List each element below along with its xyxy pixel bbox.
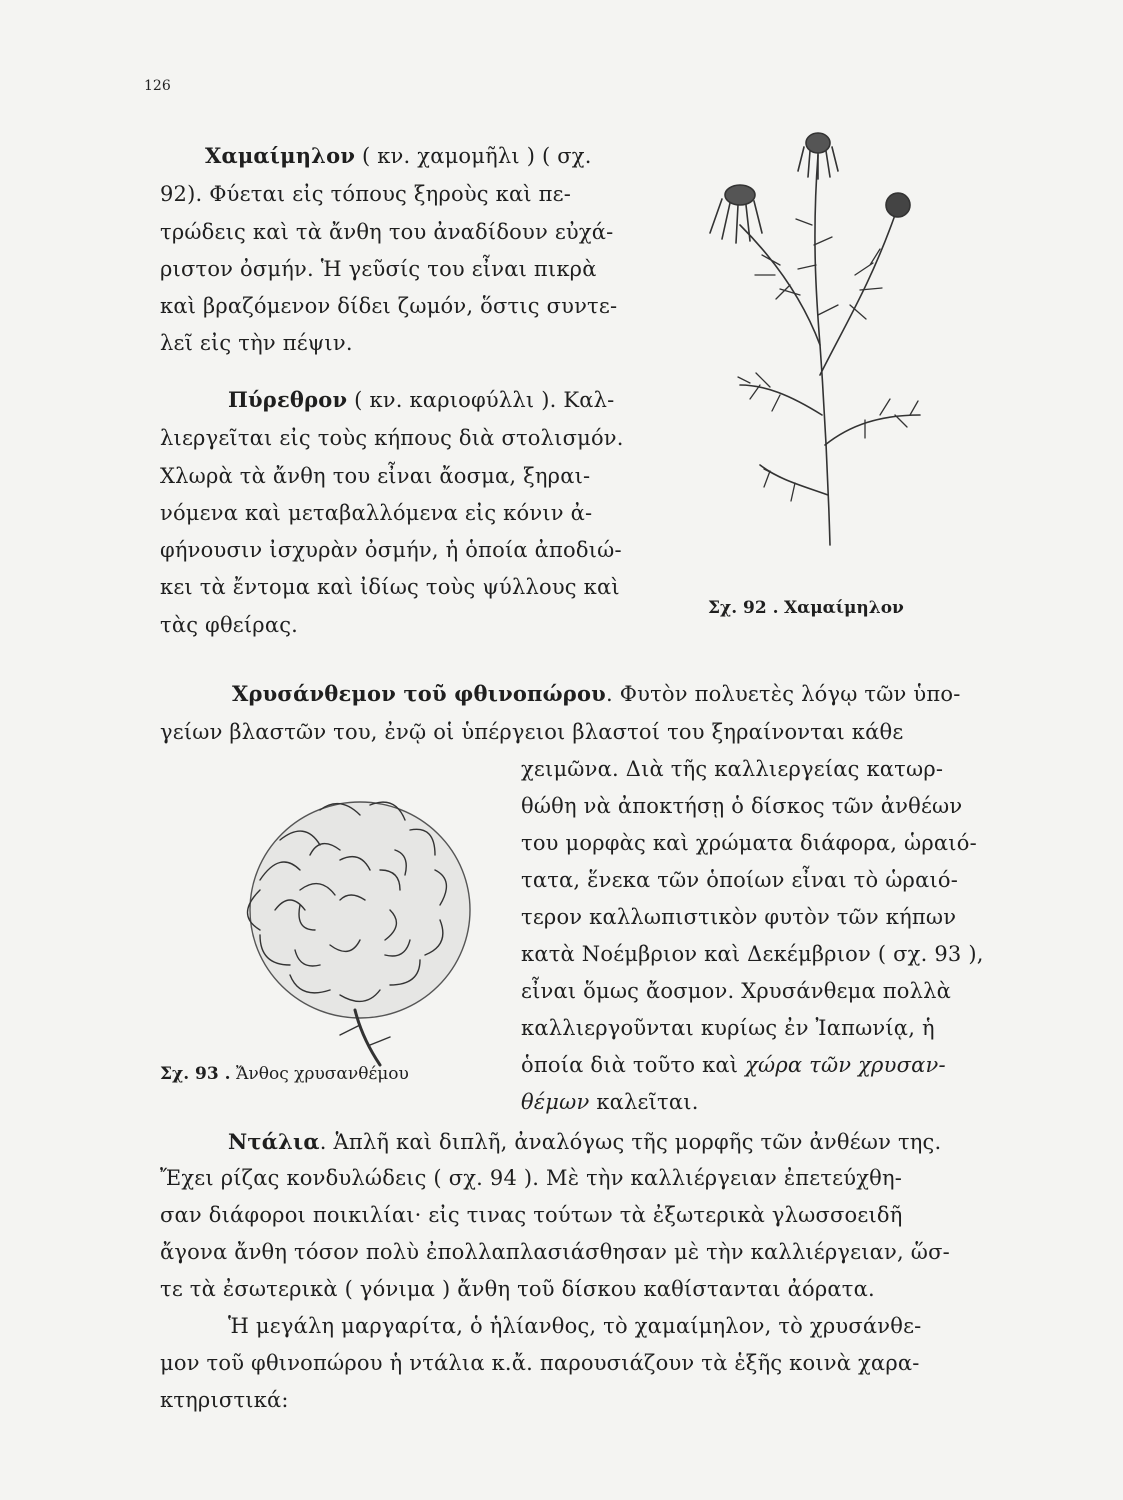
chamaimilon-line-5: καὶ βραζόμενον δίδει ζωμόν, ὅστις συντε-	[160, 294, 618, 318]
fig93-name: Ἄνθος χρυσανθέμου	[235, 1064, 409, 1084]
pyrethron-heading: Πύρεθρον	[228, 387, 348, 412]
ntalia-line-4: ἄγονα ἄνθη τόσον πολὺ ἐπολλαπλασιάσθησαν μὲ τὴν καλλιέργειαν, ὥσ-	[160, 1240, 950, 1264]
chrysanthemon-line-3: χειμῶνα. Διὰ τῆς καλλιεργείας κατωρ-	[521, 757, 944, 781]
ntalia-heading: Ντάλια	[228, 1129, 320, 1154]
chamomile-plant-illustration	[680, 115, 940, 555]
page-number: 126	[144, 78, 171, 94]
chamaimilon-line-1: Χαμαίμηλον ( κν. χαμομῆλι ) ( σχ.	[205, 143, 592, 168]
ntalia-line-2: Ἔχει ρίζας κονδυλώδεις ( σχ. 94 ). Μὲ τὴν καλλιέργειαν ἐπετεύχθη-	[160, 1166, 903, 1190]
ntalia-line-5: τε τὰ ἐσωτερικὰ ( γόνιμα ) ἄνθη τοῦ δίσκου καθίστανται ἀόρατα.	[160, 1277, 875, 1301]
chrysanthemon-heading: Χρυσάνθεμον τοῦ φθινοπώρου	[232, 681, 606, 706]
chrysanthemon-line-8: κατὰ Νοέμβριον καὶ Δεκέμβριον ( σχ. 93 ),	[521, 942, 984, 966]
pyrethron-line-2: λιεργεῖται εἰς τοὺς κήπους διὰ στολισμόν.	[160, 426, 624, 450]
closing-line-1: Ἡ μεγάλη μαργαρίτα, ὁ ἡλίανθος, τὸ χαμαίμηλον, τὸ χρυσάνθε-	[228, 1314, 922, 1338]
chrysanthemon-line-7: τερον καλλωπιστικὸν φυτὸν τῶν κήπων	[521, 905, 957, 929]
chamaimilon-line-2: 92). Φύεται εἰς τόπους ξηροὺς καὶ πε-	[160, 182, 572, 206]
chrysanthemon-line-4: θώθη νὰ ἀποκτήσῃ ὁ δίσκος τῶν ἀνθέων	[521, 794, 963, 818]
chamaimilon-line-4: ριστον ὀσμήν. Ἡ γεῦσίς του εἶναι πικρὰ	[160, 257, 597, 281]
chrysanthemon-line-2: γείων βλαστῶν του, ἐνῷ οἱ ὑπέργειοι βλαστοί του ξηραίνονται κάθε	[160, 720, 904, 744]
chrysanthemon-line-11: ὁποία διὰ τοῦτο καὶ χώρα τῶν χρυσαν-	[521, 1053, 946, 1077]
flower-head-3	[886, 193, 910, 217]
flower-head-2	[710, 185, 762, 243]
fig92-label: Σχ. 92 .	[708, 598, 779, 618]
closing-line-3: κτηριστικά:	[160, 1388, 289, 1412]
flower-head-ruffled	[248, 802, 471, 1018]
chrysanthemon-line-9: εἶναι ὅμως ἄοσμον. Χρυσάνθεμα πολλὰ	[521, 979, 952, 1003]
chamaimilon-heading: Χαμαίμηλον	[205, 143, 356, 168]
chrysanthemon-line-1: Χρυσάνθεμον τοῦ φθινοπώρου. Φυτὸν πολυετὲς λόγῳ τῶν ὑπο-	[232, 681, 961, 706]
fig92-caption	[708, 598, 904, 618]
flower-head-1	[798, 133, 838, 179]
chamaimilon-line-3: τρώδεις καὶ τὰ ἄνθη του ἀναδίδουν εὐχά-	[160, 220, 614, 244]
chrysanthemum-flower-illustration	[220, 760, 510, 1070]
closing-line-2: μον τοῦ φθινοπώρου ἡ ντάλια κ.ἄ. παρουσιάζουν τὰ ἑξῆς κοινὰ χαρα-	[160, 1351, 920, 1375]
chrysanthemon-line-10: καλλιεργοῦνται κυρίως ἐν Ἰαπωνίᾳ, ἡ	[521, 1016, 935, 1040]
pyrethron-line-6: κει τὰ ἔντομα καὶ ἰδίως τοὺς ψύλλους καὶ	[160, 575, 620, 599]
pyrethron-line-1: Πύρεθρον ( κν. καριοφύλλι ). Καλ-	[228, 387, 615, 412]
chrysanthemon-line-6: τατα, ἕνεκα τῶν ὁποίων εἶναι τὸ ὡραιό-	[521, 868, 959, 892]
pyrethron-line-4: νόμενα καὶ μεταβαλλόμενα εἰς κόνιν ἀ-	[160, 501, 593, 525]
fig93-label: Σχ. 93 .	[160, 1064, 231, 1084]
ntalia-line-3: σαν διάφοροι ποικιλίαι· εἰς τινας τούτων τὰ ἐξωτερικὰ γλωσσοειδῆ	[160, 1203, 903, 1227]
fig92-name: Χαμαίμηλον	[783, 598, 904, 618]
pyrethron-line-3: Χλωρὰ τὰ ἄνθη του εἶναι ἄοσμα, ξηραι-	[160, 464, 591, 488]
chrysanthemon-line-5: του μορφὰς καὶ χρώματα διάφορα, ὡραιό-	[521, 831, 977, 855]
chamaimilon-line-6: λεῖ εἰς τὴν πέψιν.	[160, 331, 353, 355]
pyrethron-line-5: φήνουσιν ἰσχυρὰν ὀσμήν, ἡ ὁποία ἀποδιώ-	[160, 538, 622, 562]
chrysanthemon-line-12: θέμων καλεῖται.	[521, 1090, 699, 1114]
ntalia-line-1: Ντάλια. Ἁπλῆ καὶ διπλῆ, ἀναλόγως τῆς μορφῆς τῶν ἀνθέων της.	[228, 1129, 942, 1154]
pyrethron-line-7: τὰς φθείρας.	[160, 613, 299, 637]
fig93-caption	[160, 1064, 409, 1084]
